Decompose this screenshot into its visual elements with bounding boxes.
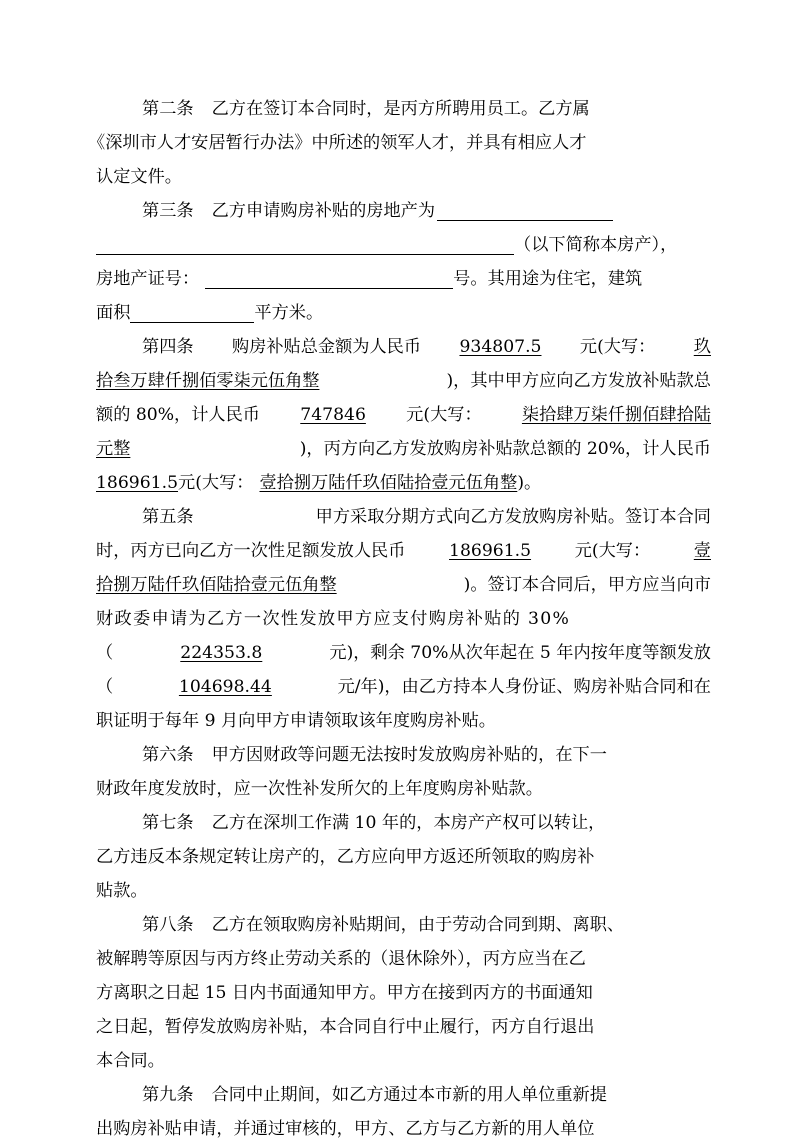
paid-amount-words: 拾捌万陆仟玖佰陆拾壹元伍角整 bbox=[96, 575, 337, 595]
article-5-line-2 bbox=[96, 534, 711, 568]
article-3-text: （以下简称本房产）， bbox=[514, 235, 678, 255]
party-c-amount-words: 壹拾捌万陆仟玖佰陆拾壹元伍角整 bbox=[259, 473, 518, 493]
party-a-amount-value: 747846 bbox=[300, 405, 366, 425]
paid-amount-value: 186961.5 bbox=[449, 541, 532, 561]
article-9-text: 合同中止期间，如乙方通过本市新的用人单位重新提 bbox=[211, 1085, 607, 1105]
article-9-heading: 第九条 bbox=[142, 1085, 194, 1105]
article-5-text: 财政委申请为乙方一次性发放甲方应支付购房补贴的 30% bbox=[96, 609, 571, 629]
article-9-text: 出购房补贴申请，并通过审核的，甲方、乙方与乙方新的用人单位 bbox=[96, 1119, 595, 1139]
article-3-text: 乙方申请购房补贴的房地产为 bbox=[211, 201, 436, 221]
paid-amount-words: 壹 bbox=[693, 541, 711, 561]
total-amount-value: 934807.5 bbox=[459, 337, 542, 357]
article-5-line-7 bbox=[96, 704, 711, 738]
article-3-line-3 bbox=[96, 262, 711, 296]
article-5-text: 元)，剩余 70%从次年起在 5 年内按年度等额发放 bbox=[329, 643, 711, 663]
article-6-heading: 第六条 bbox=[142, 745, 194, 765]
article-9-line-2 bbox=[96, 1112, 711, 1146]
article-4-text: 购房补贴总金额为人民币 bbox=[231, 337, 422, 357]
article-4-line-2 bbox=[96, 364, 711, 398]
article-8-text: 方离职之日起 15 日内书面通知甲方。甲方在接到丙方的书面通知 bbox=[96, 983, 593, 1003]
article-7-heading: 第七条 bbox=[142, 813, 194, 833]
article-4-text: )，其中甲方应向乙方发放补贴款总 bbox=[446, 371, 711, 391]
article-8-line-1 bbox=[96, 908, 711, 942]
total-amount-words: 玖 bbox=[693, 337, 711, 357]
property-blank[interactable] bbox=[437, 200, 613, 221]
article-7-line-3 bbox=[96, 874, 711, 908]
article-8-text: 本合同。 bbox=[96, 1051, 165, 1071]
article-3-line-4 bbox=[96, 296, 711, 330]
article-4-heading: 第四条 bbox=[142, 337, 194, 357]
party-c-amount-value: 186961.5 bbox=[96, 473, 179, 493]
article-5-text: )。签订本合同后，甲方应当向市 bbox=[463, 575, 711, 595]
article-4-line-5 bbox=[96, 466, 711, 500]
area-blank[interactable] bbox=[130, 302, 254, 323]
article-2-text: 《深圳市人才安居暂行办法》中所述的领军人才，并具有相应人才 bbox=[88, 133, 587, 153]
article-4-text: 元(大写： bbox=[579, 337, 656, 357]
article-3-text: 面积 bbox=[96, 303, 131, 323]
article-7-text: 乙方违反本条规定转让房产的，乙方应向甲方返还所领取的购房补 bbox=[96, 847, 595, 867]
article-8-line-2 bbox=[96, 942, 711, 976]
annual-payment-value: 104698.44 bbox=[178, 677, 272, 697]
article-7-line-1 bbox=[96, 806, 711, 840]
article-5-text: 职证明于每年 9 月向甲方申请领取该年度购房补贴。 bbox=[96, 711, 496, 731]
article-5-line-1 bbox=[96, 500, 711, 534]
article-7-text: 贴款。 bbox=[96, 881, 148, 901]
article-7-line-2 bbox=[96, 840, 711, 874]
article-6-line-1 bbox=[96, 738, 711, 772]
article-6-line-2 bbox=[96, 772, 711, 806]
article-3-heading: 第三条 bbox=[142, 201, 194, 221]
party-a-amount-words: 柒拾肆万柒仟捌佰肆拾陆 bbox=[521, 405, 711, 425]
article-2-text: 乙方在签订本合同时，是丙方所聘用员工。乙方属 bbox=[211, 99, 590, 119]
article-5-text: 元(大写： bbox=[574, 541, 651, 561]
article-4-text: )。 bbox=[517, 473, 542, 493]
article-5-heading: 第五条 bbox=[142, 507, 194, 527]
article-4-line-4 bbox=[96, 432, 711, 466]
article-5-line-5 bbox=[96, 636, 711, 670]
article-5-line-6 bbox=[96, 670, 711, 704]
article-5-text: （ bbox=[96, 677, 114, 697]
first-payment-value: 224353.8 bbox=[180, 643, 263, 663]
article-8-line-5 bbox=[96, 1044, 711, 1078]
article-2-text: 认定文件。 bbox=[96, 167, 182, 187]
article-8-line-3 bbox=[96, 976, 711, 1010]
article-2-heading: 第二条 bbox=[142, 99, 194, 119]
article-5-text: 甲方采取分期方式向乙方发放购房补贴。签订本合同 bbox=[315, 507, 711, 527]
article-9-line-1 bbox=[96, 1078, 711, 1112]
article-3-text: 房地产证号： bbox=[96, 269, 200, 289]
article-4-line-3 bbox=[96, 398, 711, 432]
article-4-text: 元(大写： bbox=[178, 473, 254, 493]
article-6-text: 财政年度发放时，应一次性补发所欠的上年度购房补贴款。 bbox=[96, 779, 543, 799]
total-amount-words: 拾叁万肆仟捌佰零柒元伍角整 bbox=[96, 371, 320, 391]
article-8-text: 乙方在领取购房补贴期间，由于劳动合同到期、离职、 bbox=[211, 915, 625, 935]
article-5-line-3 bbox=[96, 568, 711, 602]
article-3-line-2 bbox=[96, 228, 711, 262]
article-8-line-4 bbox=[96, 1010, 711, 1044]
article-2-line-1 bbox=[96, 92, 711, 126]
article-8-text: 之日起，暂停发放购房补贴，本合同自行中止履行，丙方自行退出 bbox=[96, 1017, 595, 1037]
certificate-number-blank[interactable] bbox=[205, 268, 453, 289]
article-3-text: 平方米。 bbox=[254, 303, 324, 323]
contract-page bbox=[88, 92, 711, 1146]
article-5-line-4 bbox=[96, 602, 711, 636]
article-7-text: 乙方在深圳工作满 10 年的，本房产产权可以转让， bbox=[211, 813, 606, 833]
article-6-text: 甲方因财政等问题无法按时发放购房补贴的，在下一 bbox=[211, 745, 607, 765]
article-3-text: 号。其用途为住宅，建筑 bbox=[453, 269, 643, 289]
article-3-line-1 bbox=[96, 194, 711, 228]
article-4-line-1 bbox=[96, 330, 711, 364]
article-2-line-3 bbox=[96, 160, 711, 194]
party-a-amount-words: 元整 bbox=[96, 439, 131, 459]
article-4-text: )，丙方向乙方发放购房补贴款总额的 20%，计人民币 bbox=[299, 439, 711, 459]
article-4-text: 元(大写： bbox=[406, 405, 482, 425]
article-5-text: 时，丙方已向乙方一次性足额发放人民币 bbox=[96, 541, 406, 561]
article-8-text: 被解聘等原因与丙方终止劳动关系的（退休除外），丙方应当在乙 bbox=[96, 949, 586, 969]
article-5-text: 元/年)，由乙方持本人身份证、购房补贴合同和在 bbox=[337, 677, 711, 697]
article-8-heading: 第八条 bbox=[142, 915, 194, 935]
property-blank-continued[interactable] bbox=[96, 234, 514, 255]
article-5-text: （ bbox=[96, 643, 114, 663]
article-4-text: 额的 80%，计人民币 bbox=[96, 405, 260, 425]
article-2-line-2 bbox=[88, 126, 711, 160]
